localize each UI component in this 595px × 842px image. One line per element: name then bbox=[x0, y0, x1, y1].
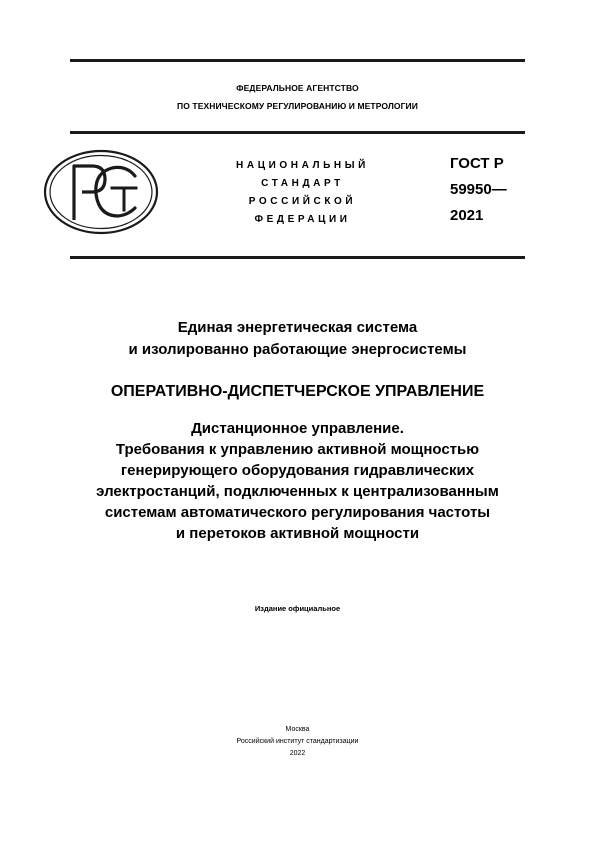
designation-line-1: ГОСТ Р bbox=[450, 155, 504, 172]
heading: ОПЕРАТИВНО-ДИСПЕТЧЕРСКОЕ УПРАВЛЕНИЕ bbox=[110, 383, 485, 400]
imprint-year: 2022 bbox=[289, 750, 306, 757]
edition-note: Издание официальное bbox=[254, 604, 341, 613]
rst-gost-mark-icon bbox=[42, 148, 160, 236]
header-rule bbox=[70, 131, 525, 134]
imprint-publisher: Российский институт стандартизации bbox=[236, 738, 359, 745]
standard-type-line-4: ФЕДЕРАЦИИ bbox=[254, 214, 351, 225]
designation-line-3: 2021 bbox=[450, 207, 484, 224]
standard-type-line-2: СТАНДАРТ bbox=[261, 178, 344, 189]
subtitle-line-2: Требования к управлению активной мощностью bbox=[115, 441, 480, 458]
subtitle-line-5: системам автоматического регулирования частоты bbox=[104, 504, 491, 521]
top-rule bbox=[70, 59, 525, 62]
agency-line-1: ФЕДЕРАЛЬНОЕ АГЕНТСТВО bbox=[236, 83, 359, 93]
title-line-1: Единая энергетическая система bbox=[177, 319, 418, 336]
standard-type-line-3: РОССИЙСКОЙ bbox=[248, 196, 357, 207]
subtitle-line-6: и перетоков активной мощности bbox=[175, 525, 420, 542]
agency-line-2: ПО ТЕХНИЧЕСКОМУ РЕГУЛИРОВАНИЮ И МЕТРОЛОГИИ bbox=[177, 101, 418, 111]
subtitle-line-3: генерирующего оборудования гидравлических bbox=[120, 462, 475, 479]
standard-type-line-1: НАЦИОНАЛЬНЫЙ bbox=[236, 160, 369, 171]
masthead-rule bbox=[70, 256, 525, 259]
imprint-city: Москва bbox=[285, 726, 310, 733]
designation-line-2: 59950— bbox=[450, 181, 507, 198]
subtitle-line-4: электростанций, подключенных к централизованным bbox=[96, 483, 499, 500]
subtitle-line-1: Дистанционное управление. bbox=[191, 420, 404, 437]
title-line-2: и изолированно работающие энергосистемы bbox=[128, 341, 467, 358]
